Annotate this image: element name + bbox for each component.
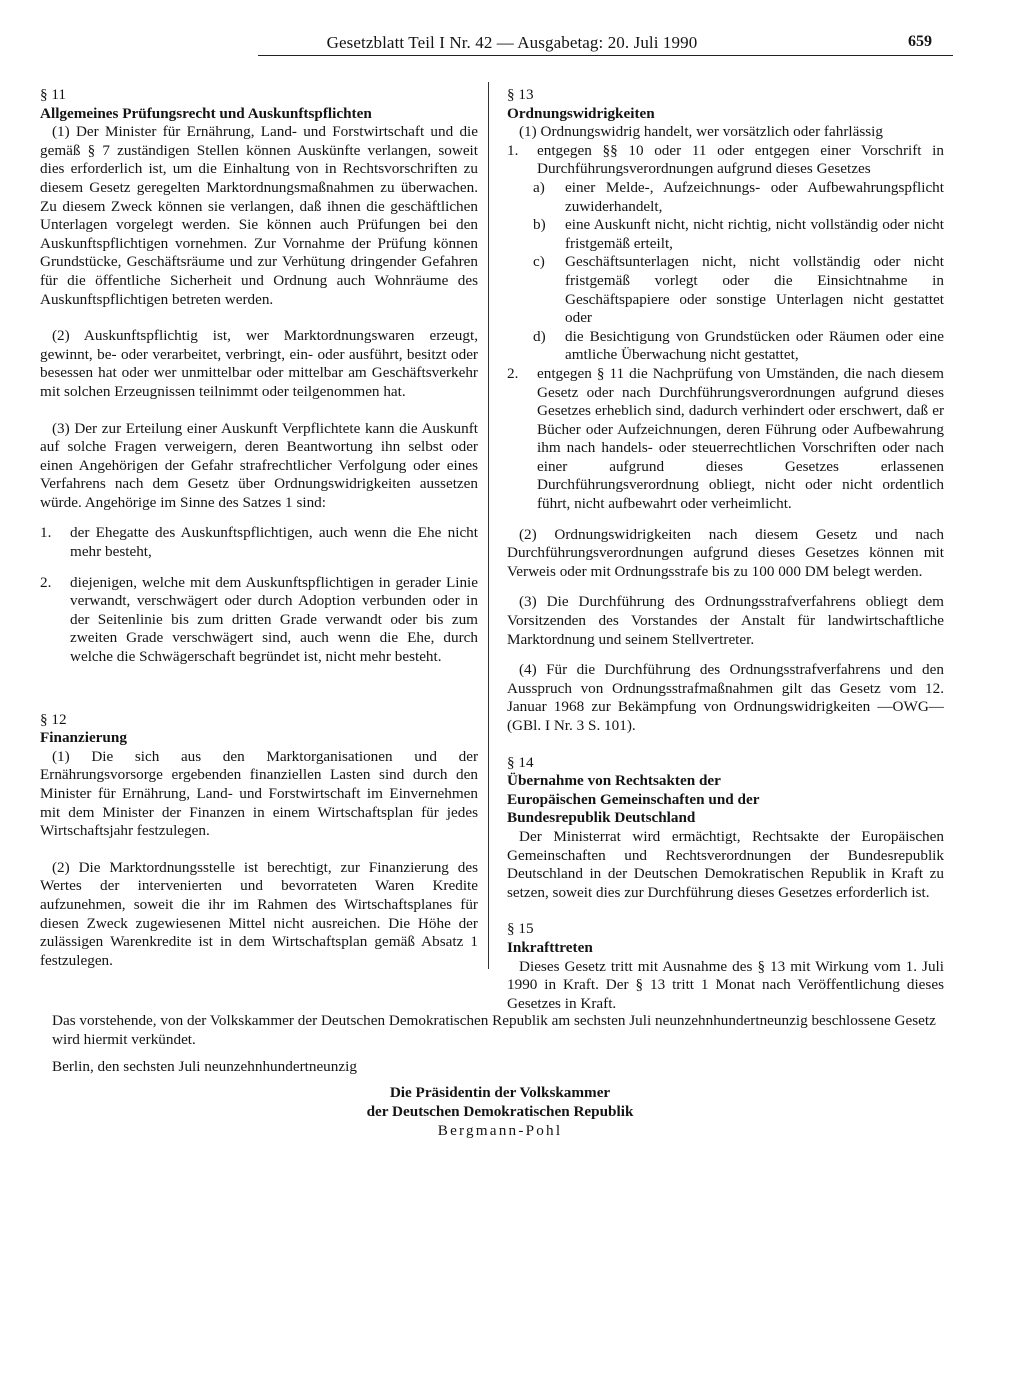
section-11-title: Allgemeines Prüfungsrecht und Auskunftspflichten bbox=[40, 104, 372, 122]
sub-item-letter: a) bbox=[533, 178, 545, 196]
promulgation-note bbox=[52, 1011, 947, 1076]
section-14-title-line-3: Bundesrepublik Deutschland bbox=[507, 809, 696, 827]
list-item-text: diejenigen, welche mit dem Auskunftspflichtigen in gerader Linie verwandt, verschwägert oder durch Adoption verbunden oder in der Seitenlinie bis zum dritten Grade verwandt oder bis zum zweiten Grade verschwägert sind, auch wenn die Ehe, durch welche die Schwägerschaft begründet ist, nicht mehr besteht. bbox=[70, 573, 478, 666]
section-13-title: Ordnungswidrigkeiten bbox=[507, 104, 655, 122]
sub-item-text: die Besichtigung von Grundstücken oder Räumen oder eine amtliche Überwachung nicht gestattet, bbox=[565, 327, 944, 364]
list-item bbox=[40, 524, 478, 561]
left-column bbox=[40, 86, 478, 970]
section-14-title-line-2: Europäischen Gemeinschaften und der bbox=[507, 790, 760, 808]
sub-item-text: einer Melde-, Aufzeichnungs- oder Aufbewahrungspflicht zuwiderhandelt, bbox=[565, 178, 944, 215]
list-item bbox=[507, 142, 944, 179]
section-13-para-2: (2) Ordnungswidrigkeiten nach diesem Gesetz und nach Durchführungsverordnungen aufgrund dieses Gesetzes können mit Verweis oder mit Ordnungsstrafe bis zu 100 000 DM belegt werden. bbox=[507, 525, 944, 580]
column-divider bbox=[488, 82, 489, 969]
sub-item-letter: c) bbox=[533, 253, 545, 271]
header-rule bbox=[258, 55, 953, 56]
list-item-number: 2. bbox=[507, 364, 519, 382]
section-11-para-2: (2) Auskunftspflichtig ist, wer Marktordnungswaren erzeugt, gewinnt, be- oder verarbeitet, verbringt, ein- oder ausführt, besitzt oder besessen hat oder wer unmittelbar oder mittelbar am Geschäftsverkehr mit solchen Erzeugnissen teilnimmt oder teilgenommen hat. bbox=[40, 327, 478, 400]
section-12-para-2: (2) Die Marktordnungsstelle ist berechtigt, zur Finanzierung des Wertes der intervenierten und bevorrateten Waren Kredite aufzunehmen, soweit die ihr im Rahmen des Wirtschaftsplanes für diesen Zweck zugewiesenen Mittel nicht ausreichen. Die Höhe der zulässigen Warenkredite ist in dem Wirtschaftsplan gemäß Absatz 1 festzulegen. bbox=[40, 858, 478, 969]
promulgation-text: Das vorstehende, von der Volkskammer der Deutschen Demokratischen Republik am sechsten Juli neunzehnhundertneunzig beschlossene Gesetz wird hiermit verkündet. bbox=[52, 1012, 936, 1048]
section-14-para-1: Der Ministerrat wird ermächtigt, Rechtsakte der Europäischen Gemeinschaften und Rechtsverordnungen der Bundesrepublik Deutschland in der Deutschen Demokratischen Republik in Kraft zu setzen, soweit dies zur Durchführung dieses Gesetzes erforderlich ist. bbox=[507, 827, 944, 901]
section-12-title: Finanzierung bbox=[40, 729, 127, 747]
signature-block bbox=[300, 1083, 700, 1140]
sub-item bbox=[507, 328, 944, 365]
right-column bbox=[507, 86, 944, 1013]
section-11-para-1: (1) Der Minister für Ernährung, Land- und Forstwirtschaft und die gemäß § 7 zuständigen Stellen können Auskünfte verlangen, soweit dies erforderlich ist, um die Einhaltung von in Rechtsvorschriften zu diesem Gesetz geregelten Marktordnungsmaßnahmen zu überwachen. Zu diesem Zweck können sie verlangen, daß ihnen die geschäftlichen Unterlagen vorgelegt werden. Sie können auch Prüfungen bei den Auskunftspflichtigen vornehmen. Zur Vornahme der Prüfung können Grundstücke, Geschäftsräume und zur Verhütung dringender Gefahren für die öffentliche Sicherheit und Ordnung auch Wohnräume des Auskunftspflichtigen betreten werden. bbox=[40, 123, 478, 308]
section-13-intro: (1) Ordnungswidrig handelt, wer vorsätzlich oder fahrlässig bbox=[519, 123, 883, 141]
signatory-name: Bergmann-Pohl bbox=[437, 1122, 563, 1139]
section-12-number: § 12 bbox=[40, 710, 67, 728]
section-11-number: § 11 bbox=[40, 86, 67, 103]
section-12-para-1: (1) Die sich aus den Marktorganisationen und der Ernährungsvorsorge ergebenden finanziellen Lasten sind durch den Minister für Ernährung, Land- und Forstwirtschaft im Einvernehmen mit dem Minister der Finanzen in einem Wirtschaftsplan für jedes Wirtschaftsjahr festzulegen. bbox=[40, 747, 478, 840]
header-title: Gesetzblatt Teil I Nr. 42 — Ausgabetag: 20. Juli 1990 bbox=[326, 33, 698, 52]
sub-item-letter: b) bbox=[533, 216, 546, 234]
list-item-text: entgegen § 11 die Nachprüfung von Umständen, die nach diesem Gesetz oder nach Durchführungsverordnungen aufgrund dieses Gesetzes erheblich sind, dadurch verhindert oder erschwert, daß er Bücher oder Aufzeichnungen, deren Führung oder Aufbewahrung ihm nach handels- oder steuerrechtlichen Vorschriften oder nach einer aufgrund dieses Gesetzes erlassenen Durchführungsverordnung obliegt, nicht oder nicht ordentlich führt, nicht aufbewahrt oder verheimlicht. bbox=[537, 364, 944, 513]
list-item bbox=[40, 574, 478, 667]
sub-item bbox=[507, 216, 944, 253]
list-item bbox=[507, 365, 944, 514]
sub-item-letter: d) bbox=[533, 327, 546, 345]
sub-item-text: Geschäftsunterlagen nicht, nicht vollständig oder nicht fristgemäß vorlegt oder die Einsichtnahme in Geschäftspapiere oder sonstige Unterlagen nicht gestattet oder bbox=[565, 253, 944, 327]
section-13-number: § 13 bbox=[507, 86, 534, 103]
list-item-number: 1. bbox=[40, 524, 52, 542]
list-item-text: der Ehegatte des Auskunftspflichtigen, auch wenn die Ehe nicht mehr besteht, bbox=[70, 524, 478, 561]
sub-item-text: eine Auskunft nicht, nicht richtig, nicht vollständig oder nicht fristgemäß erteilt, bbox=[565, 216, 944, 252]
section-14-number: § 14 bbox=[507, 753, 534, 771]
section-13-para-3: (3) Die Durchführung des Ordnungsstrafverfahrens obliegt dem Vorsitzenden des Vorstandes der Anstalt für landwirtschaftliche Marktordnung und seinem Stellvertreter. bbox=[507, 593, 944, 648]
list-item-text: entgegen §§ 10 oder 11 oder entgegen einer Vorschrift in Durchführungsverordnungen aufgrund dieses Gesetzes bbox=[537, 141, 944, 178]
place-date: Berlin, den sechsten Juli neunzehnhundertneunzig bbox=[52, 1058, 357, 1075]
sub-item bbox=[507, 179, 944, 216]
section-15-para-1: Dieses Gesetz tritt mit Ausnahme des § 13 mit Wirkung vom 1. Juli 1990 in Kraft. Der § 13 tritt 1 Monat nach Veröffentlichung dieses Gesetzes in Kraft. bbox=[507, 957, 944, 1012]
section-11-para-3: (3) Der zur Erteilung einer Auskunft Verpflichtete kann die Auskunft auf solche Fragen verweigern, deren Beantwortung ihn selbst oder einen Angehörigen der Gefahr strafrechtlicher Verfolgung oder eines Verfahrens nach dem Gesetz über Ordnungswidrigkeiten aussetzen würde. Angehörige im Sinne des Satzes 1 sind: bbox=[40, 419, 478, 511]
section-13-para-4: (4) Für die Durchführung des Ordnungsstrafverfahrens und den Ausspruch von Ordnungsstrafmaßnahmen gilt das Gesetz vom 12. Januar 1968 zur Bekämpfung von Ordnungswidrigkeiten —OWG— (GBl. I Nr. 3 S. 101). bbox=[507, 661, 944, 734]
section-15-number: § 15 bbox=[507, 920, 534, 938]
sub-item bbox=[507, 253, 944, 327]
section-15-title: Inkrafttreten bbox=[507, 938, 593, 956]
page-header bbox=[0, 31, 1024, 57]
signatory-title-line-2: der Deutschen Demokratischen Republik bbox=[366, 1103, 634, 1120]
section-14-title-line-1: Übernahme von Rechtsakten der bbox=[507, 772, 721, 790]
list-item-number: 1. bbox=[507, 141, 519, 159]
signatory-title-line-1: Die Präsidentin der Volkskammer bbox=[389, 1084, 611, 1101]
page-number: 659 bbox=[908, 33, 932, 50]
list-item-number: 2. bbox=[40, 573, 52, 591]
